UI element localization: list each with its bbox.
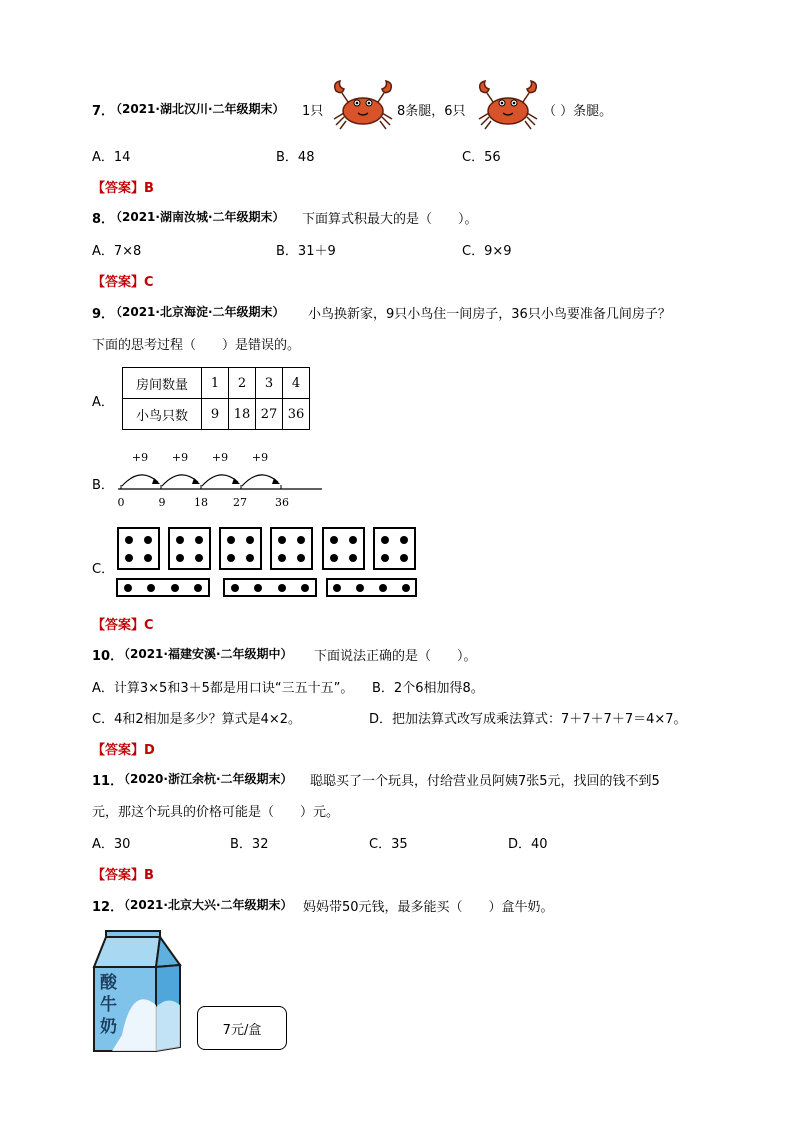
dot xyxy=(379,584,387,592)
dot xyxy=(400,554,408,562)
dot-box xyxy=(219,527,262,570)
dot xyxy=(194,584,202,592)
q11-text: 聪聪买了一个玩具，付给营业员阿姨7张5元，找回的钱不到5 xyxy=(310,774,660,789)
q8-option-a: A．7×8 xyxy=(92,244,142,259)
q7-text-b: 8条腿，6只 xyxy=(397,104,466,119)
q11-text2: 元，那这个玩具的价格可能是（ ）元。 xyxy=(92,805,340,820)
dot xyxy=(227,536,235,544)
dot xyxy=(195,554,203,562)
dot-box xyxy=(373,527,416,570)
dot xyxy=(246,536,254,544)
step-label: +9 xyxy=(171,451,189,464)
q9-text2: 下面的思考过程（ ）是错误的。 xyxy=(92,338,301,353)
q9-number: 9． xyxy=(92,307,115,322)
crab-image-1 xyxy=(330,79,396,131)
dot xyxy=(278,554,286,562)
table-cell: 36 xyxy=(283,399,310,430)
dot xyxy=(330,536,338,544)
dot xyxy=(297,554,305,562)
q12-source: （2021·北京大兴·二年级期末） xyxy=(118,898,293,912)
q7-option-c: C．56 xyxy=(462,150,501,165)
tick-label: 27 xyxy=(233,496,247,509)
q7-option-a: A．14 xyxy=(92,150,131,165)
dot xyxy=(349,536,357,544)
jump-arc-4 xyxy=(242,475,278,486)
q9-option-a-label: A． xyxy=(92,395,114,410)
dot xyxy=(144,536,152,544)
dot-box xyxy=(322,527,365,570)
dot xyxy=(125,536,133,544)
dot xyxy=(297,536,305,544)
crab-image-2 xyxy=(475,79,541,131)
jump-arc-1 xyxy=(122,475,158,486)
carton-label: 酸 牛 奶 xyxy=(100,973,117,1037)
table-head-birds: 小鸟只数 xyxy=(123,399,202,430)
dot xyxy=(278,536,286,544)
q8-number: 8． xyxy=(92,212,115,227)
dot xyxy=(231,584,239,592)
q10-number: 10． xyxy=(92,649,124,664)
q7-number: 7． xyxy=(92,104,115,119)
q9-answer: 【答案】C xyxy=(92,618,154,633)
number-line xyxy=(110,448,330,512)
dot xyxy=(254,584,262,592)
dot-box xyxy=(168,527,211,570)
q9-source: （2021·北京海淀·二年级期末） xyxy=(110,305,285,319)
q8-option-b: B．31＋9 xyxy=(276,244,336,259)
dot xyxy=(147,584,155,592)
q10-option-a: A．计算3×5和3＋5都是用口诀“三五十五”。 xyxy=(92,681,354,696)
q10-option-d: D．把加法算式改写成乘法算式：7＋7＋7＋7＝4×7。 xyxy=(369,712,687,727)
q8-answer: 【答案】C xyxy=(92,275,154,290)
q8-text: 下面算式积最大的是（ ）。 xyxy=(302,212,478,227)
table-cell: 3 xyxy=(256,368,283,399)
q11-option-d: D．40 xyxy=(508,837,548,852)
dot xyxy=(381,554,389,562)
q10-text: 下面说法正确的是（ ）。 xyxy=(314,649,477,664)
table-cell: 4 xyxy=(283,368,310,399)
tick-label: 18 xyxy=(194,496,208,509)
dot xyxy=(125,554,133,562)
table-head-rooms: 房间数量 xyxy=(123,368,202,399)
table-cell: 2 xyxy=(229,368,256,399)
q11-number: 11． xyxy=(92,774,124,789)
q12-number: 12． xyxy=(92,900,124,915)
dot xyxy=(227,554,235,562)
table-cell: 9 xyxy=(202,399,229,430)
dot xyxy=(301,584,309,592)
dot xyxy=(381,536,389,544)
dot xyxy=(195,536,203,544)
dot xyxy=(400,536,408,544)
dot xyxy=(176,554,184,562)
q11-option-a: A．30 xyxy=(92,837,131,852)
rooms-table xyxy=(122,367,310,430)
dot xyxy=(246,554,254,562)
q7-text-c: （ ）条腿。 xyxy=(543,104,613,119)
table-row xyxy=(123,399,310,430)
q10-source: （2021·福建安溪·二年级期中） xyxy=(118,647,293,661)
q10-option-c: C．4和2相加是多少？算式是4×2。 xyxy=(92,712,302,727)
step-label: +9 xyxy=(211,451,229,464)
dot xyxy=(333,584,341,592)
dot xyxy=(402,584,410,592)
step-label: +9 xyxy=(131,451,149,464)
dot xyxy=(356,584,364,592)
table-row xyxy=(123,368,310,399)
q10-answer: 【答案】D xyxy=(92,743,155,758)
q9-option-c-label: C． xyxy=(92,562,115,577)
q11-source: （2020·浙江余杭·二年级期末） xyxy=(118,772,293,786)
dot xyxy=(349,554,357,562)
q10-option-b: B．2个6相加得8。 xyxy=(372,681,484,696)
price-tag: 7元/盒 xyxy=(197,1006,287,1050)
dot xyxy=(176,536,184,544)
q9-text: 小鸟换新家，9只小鸟住一间房子，36只小鸟要准备几间房子？ xyxy=(308,307,671,322)
q9-option-b-label: B． xyxy=(92,478,114,493)
q11-answer: 【答案】B xyxy=(92,868,154,883)
dot xyxy=(330,554,338,562)
q11-option-b: B．32 xyxy=(230,837,269,852)
step-label: +9 xyxy=(251,451,269,464)
dot xyxy=(124,584,132,592)
q12-text: 妈妈带50元钱，最多能买（ ）盒牛奶。 xyxy=(303,900,554,915)
tick-label: 9 xyxy=(158,496,166,509)
q7-text-a: 1只 xyxy=(302,104,324,119)
q7-source: （2021·湖北汉川·二年级期末） xyxy=(110,102,285,116)
jump-arc-3 xyxy=(202,475,238,486)
dot xyxy=(278,584,286,592)
tick-label: 36 xyxy=(275,496,289,509)
q8-source: （2021·湖南汝城·二年级期末） xyxy=(110,210,285,224)
table-cell: 18 xyxy=(229,399,256,430)
dot-box xyxy=(270,527,313,570)
q8-option-c: C．9×9 xyxy=(462,244,512,259)
tick-label: 0 xyxy=(117,496,125,509)
jump-arc-2 xyxy=(162,475,198,486)
dot-box xyxy=(117,527,160,570)
table-cell: 27 xyxy=(256,399,283,430)
table-cell: 1 xyxy=(202,368,229,399)
q7-answer: 【答案】B xyxy=(92,181,154,196)
dot xyxy=(144,554,152,562)
q11-option-c: C．35 xyxy=(369,837,408,852)
dot xyxy=(171,584,179,592)
q7-option-b: B．48 xyxy=(276,150,315,165)
